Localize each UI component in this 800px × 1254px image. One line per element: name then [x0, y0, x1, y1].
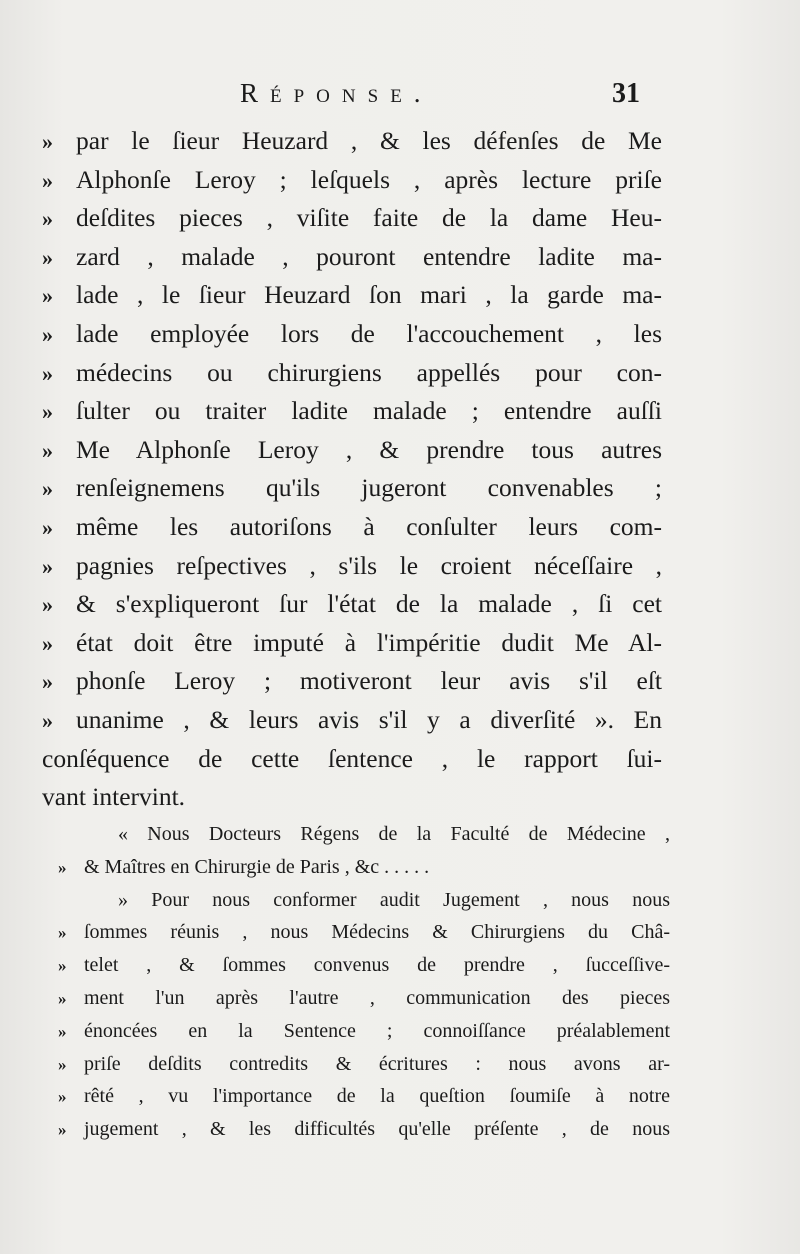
- line-text: ment l'un après l'autre , communication des pieces: [84, 986, 670, 1009]
- text-line: [58, 1080, 670, 1113]
- text-line: [58, 1015, 670, 1048]
- line-text: zard , malade , pouront entendre ladite ma-: [76, 241, 662, 271]
- text-line: [42, 547, 662, 586]
- text-line: [42, 276, 662, 315]
- text-line: [58, 1048, 670, 1081]
- line-text: même les autoriſons à conſulter leurs com-: [76, 511, 662, 541]
- line-text: Alphonſe Leroy ; leſquels , après lecture priſe: [76, 164, 662, 194]
- running-title: Réponse.: [240, 78, 433, 108]
- line-text: énoncées en la Sentence ; connoiſſance préalablement: [84, 1019, 670, 1042]
- line-text: vant intervint.: [42, 782, 186, 812]
- quotation-mark: »: [58, 1120, 67, 1140]
- text-line: [58, 1113, 670, 1146]
- line-text: état doit être imputé à l'impéritie dudit Me Al-: [76, 627, 662, 657]
- quotation-mark: »: [58, 956, 67, 976]
- quotation-mark: »: [42, 707, 53, 733]
- line-text: pagnies reſpectives , s'ils le croient néceſſaire ,: [76, 550, 662, 580]
- line-text: » Pour nous conformer audit Jugement , nous nous: [118, 888, 670, 911]
- line-text: phonſe Leroy ; motiveront leur avis s'il eſt: [76, 666, 662, 696]
- line-text: & s'expliqueront ſur l'état de la malade , ſi cet: [76, 589, 662, 619]
- quotation-mark: »: [42, 630, 53, 656]
- quotation-mark: »: [42, 514, 53, 540]
- line-text: priſe deſdits contredits & écritures : nous avons ar-: [84, 1052, 670, 1075]
- text-line: [42, 701, 662, 740]
- line-text: lade employée lors de l'accouchement , les: [76, 318, 662, 348]
- text-line: [42, 122, 662, 161]
- text-line: [42, 161, 662, 200]
- text-line: [42, 508, 662, 547]
- line-text: telet , & ſommes convenus de prendre , ſucceſſive-: [84, 954, 670, 977]
- line-text: conſéquence de cette ſentence , le rapport ſui-: [42, 743, 662, 773]
- text-line: [42, 778, 662, 817]
- main-text: [42, 122, 662, 817]
- quotation-mark: »: [42, 129, 53, 154]
- text-line: [58, 818, 670, 851]
- text-line: [42, 199, 662, 238]
- text-line: [42, 392, 662, 431]
- quotation-mark: »: [58, 1021, 67, 1041]
- text-line: [42, 624, 662, 663]
- quotation-mark: »: [58, 923, 67, 943]
- quotation-mark: »: [42, 167, 53, 193]
- quotation-mark: »: [42, 244, 53, 270]
- quotation-mark: »: [42, 476, 53, 502]
- text-line: [42, 740, 662, 779]
- line-text: & Maîtres en Chirurgie de Paris , &c . . . . .: [84, 855, 430, 878]
- page-number: 31: [612, 78, 640, 109]
- quotation-mark: »: [42, 669, 53, 695]
- quotation-mark: »: [42, 283, 53, 309]
- text-line: [58, 982, 670, 1015]
- line-text: Me Alphonſe Leroy , & prendre tous autres: [76, 434, 662, 464]
- quotation-mark: »: [58, 1087, 67, 1107]
- line-text: ſommes réunis , nous Médecins & Chirurgiens du Châ-: [84, 921, 670, 944]
- line-text: médecins ou chirurgiens appellés pour con-: [76, 357, 662, 387]
- quotation-mark: »: [58, 857, 67, 877]
- quotation-mark: »: [42, 553, 53, 579]
- line-text: deſdites pieces , viſite faite de la dame Heu-: [76, 203, 662, 233]
- line-text: ſulter ou traiter ladite malade ; entendre auſſi: [76, 396, 662, 426]
- line-text: « Nous Docteurs Régens de la Faculté de Médecine ,: [118, 823, 670, 845]
- line-text: jugement , & les difficultés qu'elle préſente , de nous: [84, 1118, 670, 1141]
- quotation-mark: »: [42, 206, 53, 232]
- quotation-mark: »: [58, 1054, 67, 1074]
- page-header: [0, 78, 800, 118]
- text-line: [42, 662, 662, 701]
- report-quotation: [58, 818, 670, 1146]
- text-line: [58, 884, 670, 917]
- text-line: [42, 354, 662, 393]
- quotation-mark: »: [42, 592, 53, 618]
- text-line: [42, 585, 662, 624]
- line-text: renſeignemens qu'ils jugeront convenables ;: [76, 473, 662, 503]
- text-line: [42, 315, 662, 354]
- quotation-mark: »: [42, 321, 53, 347]
- quotation-mark: »: [42, 437, 53, 463]
- quotation-mark: »: [42, 399, 53, 425]
- line-text: lade , le ſieur Heuzard ſon mari , la garde ma-: [76, 280, 662, 310]
- line-text: rêté , vu l'importance de la queſtion ſoumiſe à notre: [84, 1085, 670, 1108]
- text-line: [58, 949, 670, 982]
- line-text: par le ſieur Heuzard , & les défenſes de Me: [76, 126, 662, 155]
- text-line: [58, 851, 670, 884]
- quotation-mark: »: [42, 360, 53, 386]
- text-line: [42, 469, 662, 508]
- quotation-mark: »: [58, 988, 67, 1008]
- text-line: [58, 916, 670, 949]
- line-text: unanime , & leurs avis s'il y a diverſité ». En: [76, 704, 662, 734]
- text-line: [42, 431, 662, 470]
- text-line: [42, 238, 662, 277]
